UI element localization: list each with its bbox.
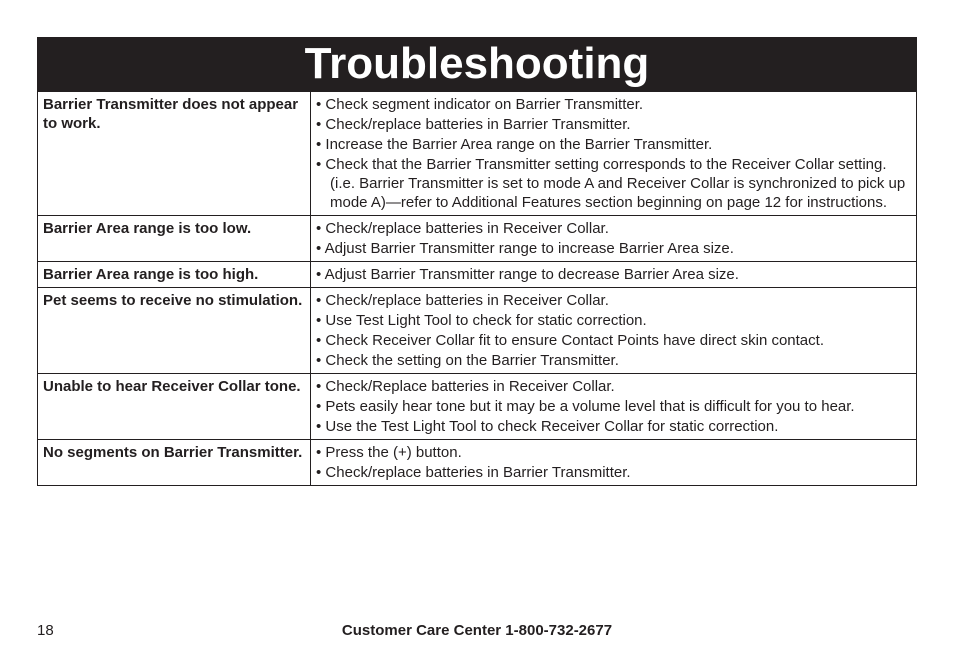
- solution-item: • Check segment indicator on Barrier Transmitter.: [316, 95, 911, 114]
- solution-item: • Adjust Barrier Transmitter range to decrease Barrier Area size.: [316, 265, 911, 284]
- customer-care-line: Customer Care Center 1-800-732-2677: [341, 622, 613, 639]
- solution-item: • Use the Test Light Tool to check Receiver Collar for static correction.: [316, 417, 911, 436]
- problem-cell: No segments on Barrier Transmitter.: [38, 440, 311, 486]
- problem-cell: Barrier Transmitter does not appear to work.: [38, 92, 311, 216]
- solution-item: • Pets easily hear tone but it may be a volume level that is difficult for you to hear.: [316, 397, 911, 416]
- solution-item: • Adjust Barrier Transmitter range to increase Barrier Area size.: [316, 239, 911, 258]
- troubleshooting-table-body: [38, 92, 917, 486]
- problem-cell: Barrier Area range is too high.: [38, 262, 311, 288]
- solution-item: • Check/Replace batteries in Receiver Collar.: [316, 377, 911, 396]
- solution-item: • Increase the Barrier Area range on the Barrier Transmitter.: [316, 135, 911, 154]
- solution-item: • Check/replace batteries in Receiver Collar.: [316, 219, 911, 238]
- problem-cell: Barrier Area range is too low.: [38, 216, 311, 262]
- solutions-list: [316, 95, 911, 212]
- solution-item: • Press the (+) button.: [316, 443, 911, 462]
- solution-item: • Use Test Light Tool to check for static correction.: [316, 311, 911, 330]
- table-row: [38, 92, 917, 216]
- table-row: [38, 440, 917, 486]
- solutions-list: [316, 265, 911, 284]
- problem-cell: Unable to hear Receiver Collar tone.: [38, 374, 311, 440]
- solution-item: • Check/replace batteries in Barrier Transmitter.: [316, 463, 911, 482]
- title-bar: [37, 37, 917, 91]
- solutions-cell: [311, 440, 917, 486]
- solutions-cell: [311, 216, 917, 262]
- solution-item: • Check/replace batteries in Barrier Transmitter.: [316, 115, 911, 134]
- table-row: [38, 216, 917, 262]
- solutions-list: [316, 219, 911, 258]
- solutions-list: [316, 443, 911, 482]
- solutions-cell: [311, 288, 917, 374]
- solution-item: • Check the setting on the Barrier Transmitter.: [316, 351, 911, 370]
- solution-item: • Check that the Barrier Transmitter setting corresponds to the Receiver Collar setting. (i.e. Barrier Transmitter is set to mode A and Receiver Collar is synchronized to pick up mode A)—refer to Additional Features section beginning on page 12 for instructions.: [316, 155, 911, 212]
- solutions-list: [316, 377, 911, 436]
- problem-cell: Pet seems to receive no stimulation.: [38, 288, 311, 374]
- table-row: [38, 262, 917, 288]
- page-number: 18: [37, 622, 54, 639]
- table-row: [38, 374, 917, 440]
- solution-item: • Check/replace batteries in Receiver Collar.: [316, 291, 911, 310]
- solutions-cell: [311, 262, 917, 288]
- solutions-cell: [311, 374, 917, 440]
- solution-item: • Check Receiver Collar fit to ensure Contact Points have direct skin contact.: [316, 331, 911, 350]
- solutions-cell: [311, 92, 917, 216]
- table-row: [38, 288, 917, 374]
- troubleshooting-table: [37, 91, 917, 486]
- page-title: Troubleshooting: [304, 39, 650, 88]
- solutions-list: [316, 291, 911, 370]
- page-footer: [37, 620, 917, 642]
